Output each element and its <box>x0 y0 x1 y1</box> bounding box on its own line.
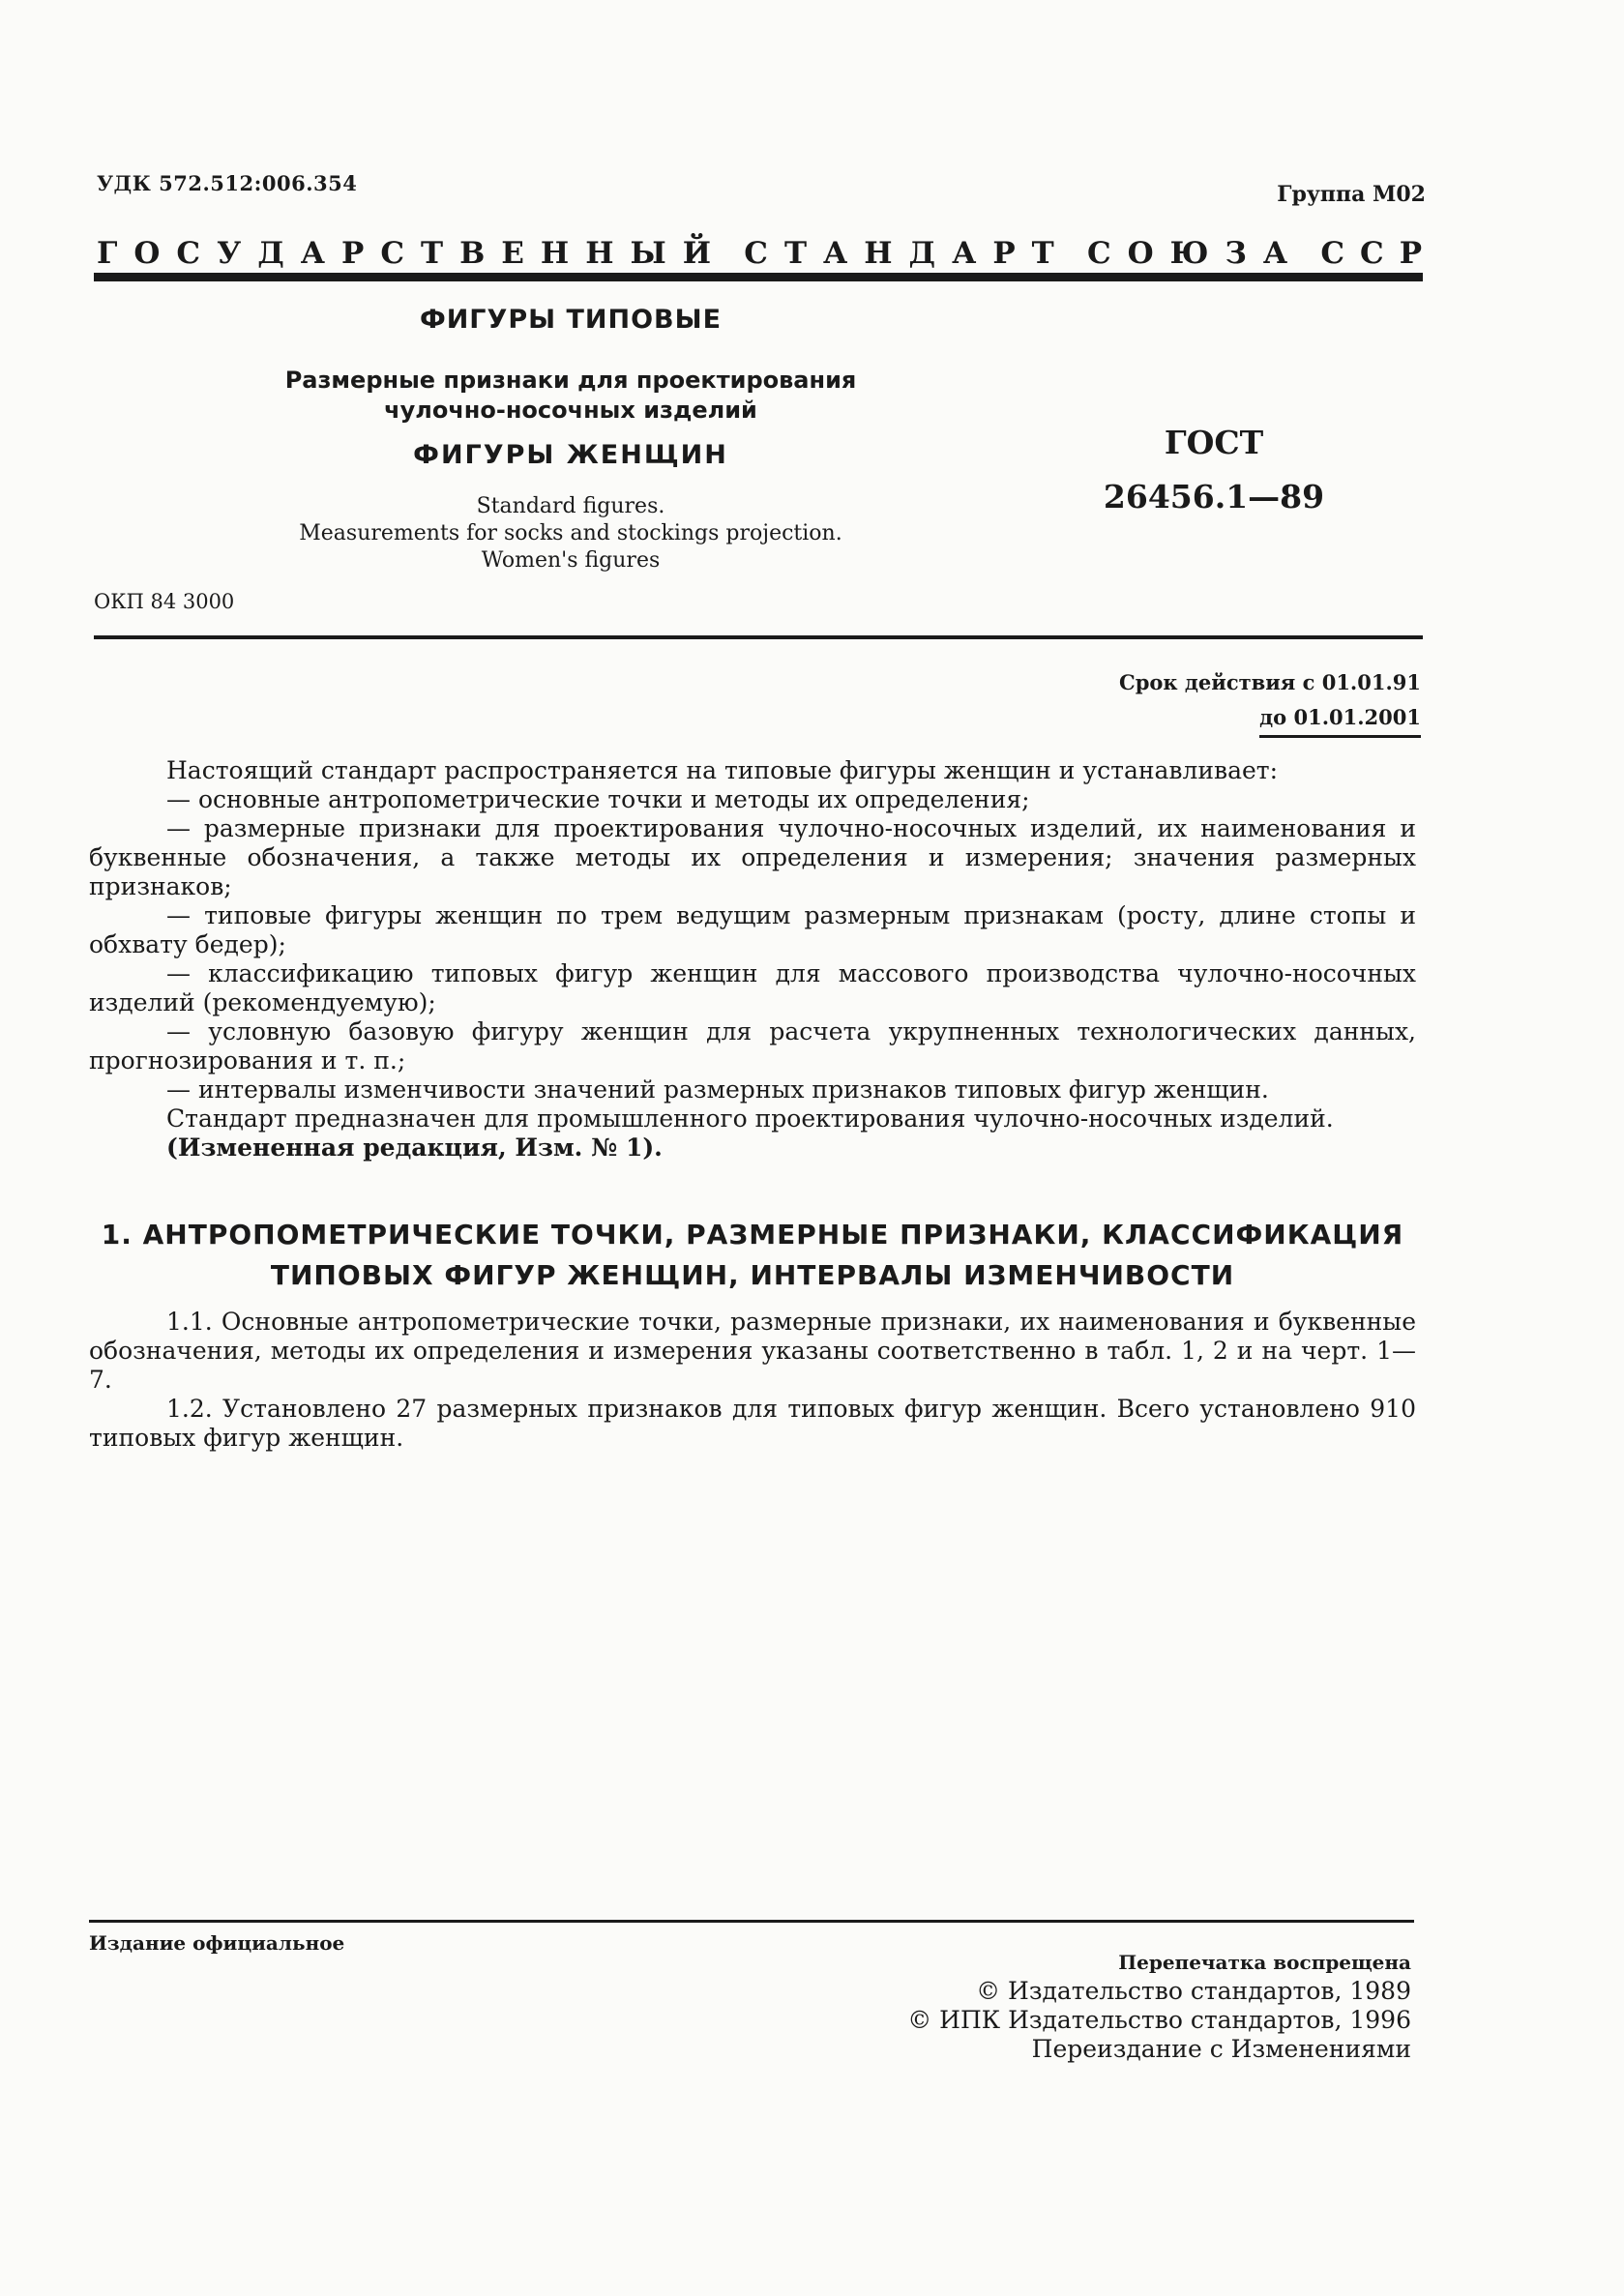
banner-word: ГОСУДАРСТВЕННЫЙ <box>97 236 728 271</box>
state-standard-banner <box>97 236 1437 271</box>
section-text <box>89 1308 1416 1453</box>
header-rule <box>94 273 1423 281</box>
paragraph: Настоящий стандарт распространяется на типовые фигуры женщин и устанавливает: <box>166 756 1279 784</box>
doc-english-title: Standard figures. Measurements for socks and stockings projection. Women's figures <box>299 494 842 573</box>
title-block-rule <box>94 635 1423 639</box>
paragraph: Стандарт предназначен для промышленного проектирования чулочно-носочных изделий. <box>166 1104 1334 1133</box>
paragraph: — размерные признаки для проектирования чулочно-носочных изделий, их наименования и буквенные обозначения, а также методы их определения и измерения; значения размерных признаков; <box>89 814 1416 900</box>
gost-designation: ГОСТ 26456.1—89 <box>1103 424 1325 515</box>
okp-code: ОКП 84 3000 <box>94 590 235 613</box>
section-title: 1. АНТРОПОМЕТРИЧЕСКИЕ ТОЧКИ, РАЗМЕРНЫЕ ПРИЗНАКИ, КЛАССИФИКАЦИЯ ТИПОВЫХ ФИГУР ЖЕНЩИН, ИНТЕРВАЛЫ ИЗМЕНЧИВОСТИ <box>101 1219 1404 1291</box>
paragraph: — типовые фигуры женщин по трем ведущим размерным признакам (росту, длине стопы и обхвату бедер); <box>89 901 1416 958</box>
paragraph: — условную базовую фигуру женщин для расчета укрупненных технологических данных, прогнозирования и т. п.; <box>89 1017 1416 1074</box>
intro-text <box>89 756 1416 1163</box>
official-edition: Издание официальное <box>89 1931 345 1955</box>
paragraph: — классификацию типовых фигур женщин для массового производства чулочно-носочных изделий (рекомендуемую); <box>89 959 1416 1016</box>
copyright-block: Перепечатка воспрещена © Издательство стандартов, 1989 © ИПК Издательство стандартов, 1996 Переиздание с Изменениями <box>907 1951 1411 2063</box>
footer-rule <box>89 1920 1414 1923</box>
doc-subtitle: Размерные признаки для проектирования чулочно-носочных изделий <box>284 367 857 424</box>
validity-period: Срок действия с 01.01.91 до 01.01.2001 <box>1119 665 1421 735</box>
banner-word: СОЮЗА <box>1086 236 1305 271</box>
banner-word: ССР <box>1320 236 1437 271</box>
doc-figures-title: ФИГУРЫ ЖЕНЩИН <box>413 440 728 470</box>
amendment-note: (Измененная редакция, Изм. № 1). <box>166 1133 663 1162</box>
paragraph: 1.2. Установлено 27 размерных признаков для типовых фигур женщин. Всего установлено 910 типовых фигур женщин. <box>89 1395 1416 1452</box>
doc-title: ФИГУРЫ ТИПОВЫЕ <box>419 305 723 335</box>
paragraph: — основные антропометрические точки и методы их определения; <box>166 785 1030 813</box>
paragraph: 1.1. Основные антропометрические точки, размерные признаки, их наименования и буквенные обозначения, методы их определения и измерения указаны соответственно в табл. 1, 2 и на черт. 1—7. <box>89 1308 1416 1394</box>
udk-code: УДК 572.512:006.354 <box>97 171 358 195</box>
group-code: Группа М02 <box>1277 182 1426 207</box>
paragraph: — интервалы изменчивости значений размерных признаков типовых фигур женщин. <box>166 1075 1269 1104</box>
banner-word: СТАНДАРТ <box>744 236 1071 271</box>
